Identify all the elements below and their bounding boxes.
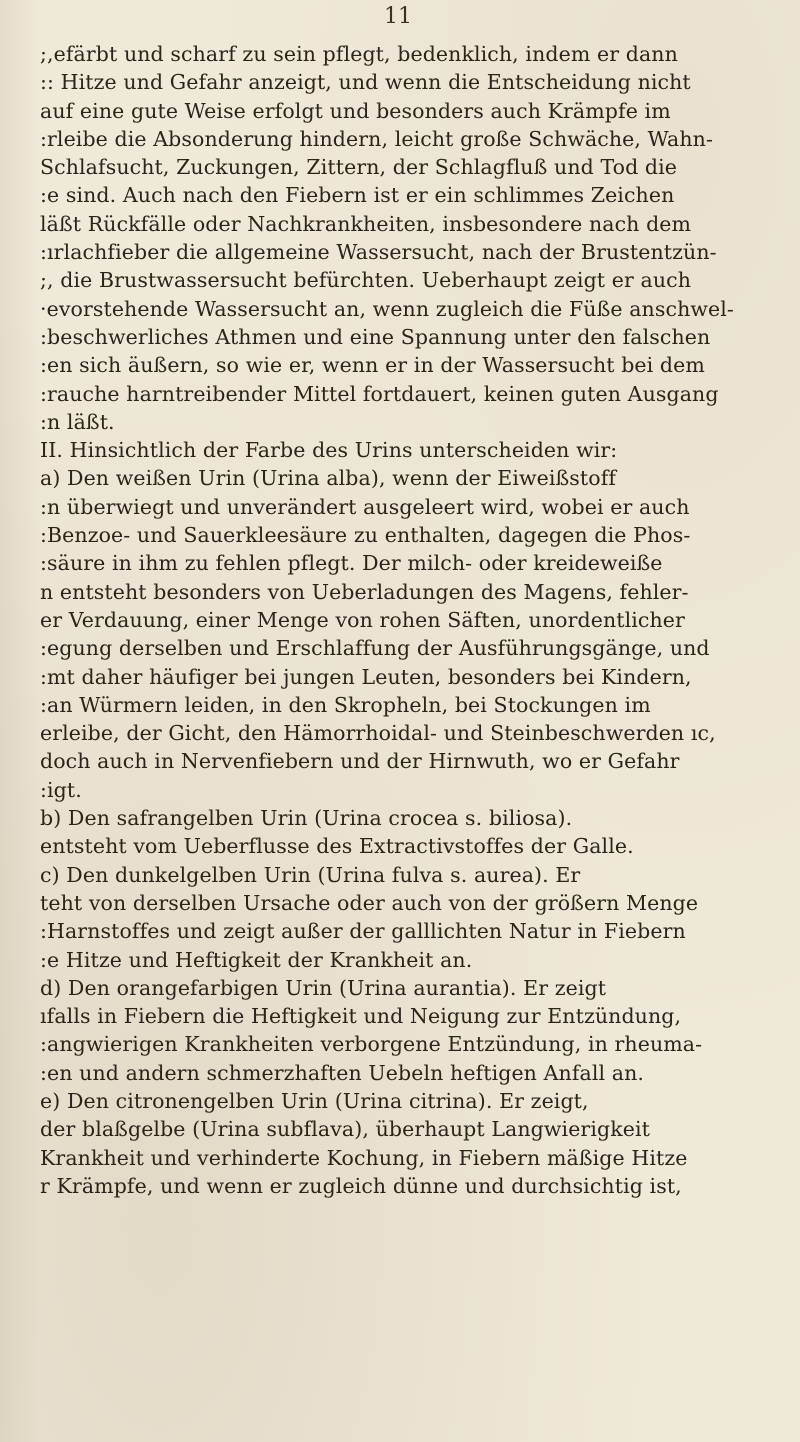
text-line: der blaßgelbe (Urina subflava), überhaupt Langwierigkeit bbox=[40, 1117, 650, 1142]
text-line: :Benzoe- und Sauerkleesäure zu enthalten, dagegen die Phos- bbox=[40, 523, 691, 548]
body-text bbox=[40, 40, 780, 1200]
text-line: :an Würmern leiden, in den Skropheln, bei Stockungen im bbox=[40, 692, 651, 717]
text-line: :e sind. Auch nach den Fiebern ist er ein schlimmes Zeichen bbox=[40, 183, 675, 208]
text-line: erleibe, der Gicht, den Hämorrhoidal- und Steinbeschwerden ıc, bbox=[40, 721, 716, 746]
text-line: :rleibe die Absonderung hindern, leicht große Schwäche, Wahn- bbox=[40, 126, 713, 151]
text-line: c) Den dunkelgelben Urin (Urina fulva s. aurea). Er bbox=[40, 862, 581, 887]
text-line: :en sich äußern, so wie er, wenn er in der Wassersucht bei dem bbox=[40, 353, 705, 378]
text-line: doch auch in Nervenfiebern und der Hirnwuth, wo er Gefahr bbox=[40, 749, 680, 774]
text-line: :Harnstoffes und zeigt außer der galllichten Natur in Fiebern bbox=[40, 919, 686, 944]
text-line: :säure in ihm zu fehlen pflegt. Der milch- oder kreideweiße bbox=[40, 551, 663, 576]
text-line: :rauche harntreibender Mittel fortdauert, keinen guten Ausgang bbox=[40, 381, 719, 406]
text-line: läßt Rückfälle oder Nachkrankheiten, insbesondere nach dem bbox=[40, 211, 692, 236]
text-line: :beschwerliches Athmen und eine Spannung unter den falschen bbox=[40, 324, 711, 349]
text-line: teht von derselben Ursache oder auch von der größern Menge bbox=[40, 890, 699, 915]
text-line: r Krämpfe, und wenn er zugleich dünne und durchsichtig ist, bbox=[40, 1173, 682, 1198]
text-line: n entsteht besonders von Ueberladungen des Magens, fehler- bbox=[40, 579, 689, 604]
text-line: ·evorstehende Wassersucht an, wenn zugleich die Füße anschwel- bbox=[40, 296, 734, 321]
text-line: :n überwiegt und unverändert ausgeleert wird, wobei er auch bbox=[40, 494, 690, 519]
text-line: b) Den safrangelben Urin (Urina crocea s. biliosa). bbox=[40, 806, 573, 831]
text-line: er Verdauung, einer Menge von rohen Säften, unordentlicher bbox=[40, 607, 685, 632]
text-line: ;, die Brustwassersucht befürchten. Ueberhaupt zeigt er auch bbox=[40, 268, 692, 293]
text-line: auf eine gute Weise erfolgt und besonders auch Krämpfe im bbox=[40, 98, 671, 123]
page-number: 11 bbox=[384, 4, 412, 29]
text-line: :: Hitze und Gefahr anzeigt, und wenn die Entscheidung nicht bbox=[40, 70, 691, 95]
text-line: :ırlachfieber die allgemeine Wassersucht, nach der Brustentzün- bbox=[40, 240, 717, 265]
text-line: a) Den weißen Urin (Urina alba), wenn der Eiweißstoff bbox=[40, 466, 617, 491]
section-heading: II. Hinsichtlich der Farbe des Urins unterscheiden wir: bbox=[40, 438, 618, 463]
text-line: :n läßt. bbox=[40, 409, 115, 434]
text-line: :egung derselben und Erschlaffung der Ausführungsgänge, und bbox=[40, 636, 710, 661]
text-line: :en und andern schmerzhaften Uebeln heftigen Anfall an. bbox=[40, 1060, 644, 1085]
text-line: ıfalls in Fiebern die Heftigkeit und Neigung zur Entzündung, bbox=[40, 1004, 682, 1029]
text-line: :e Hitze und Heftigkeit der Krankheit an. bbox=[40, 947, 473, 972]
text-line: :igt. bbox=[40, 777, 82, 802]
text-line: ;,efärbt und scharf zu sein pflegt, bedenklich, indem er dann bbox=[40, 42, 678, 66]
text-line: :mt daher häufiger bei jungen Leuten, besonders bei Kindern, bbox=[40, 664, 692, 689]
text-line: d) Den orangefarbigen Urin (Urina aurantia). Er zeigt bbox=[40, 975, 607, 1000]
text-line: Krankheit und verhinderte Kochung, in Fiebern mäßige Hitze bbox=[40, 1145, 688, 1170]
text-line: :angwierigen Krankheiten verborgene Entzündung, in rheuma- bbox=[40, 1032, 703, 1057]
text-line: e) Den citronengelben Urin (Urina citrina). Er zeigt, bbox=[40, 1088, 589, 1113]
text-line: Schlafsucht, Zuckungen, Zittern, der Schlagfluß und Tod die bbox=[40, 155, 678, 180]
text-line: entsteht vom Ueberflusse des Extractivstoffes der Galle. bbox=[40, 834, 634, 859]
